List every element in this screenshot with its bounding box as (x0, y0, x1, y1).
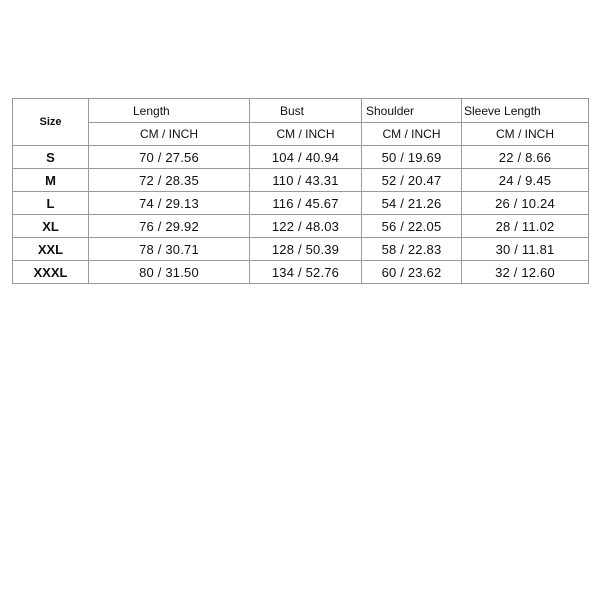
length-cell: 70 / 27.56 (89, 146, 250, 169)
size-cell: XL (13, 215, 89, 238)
sleeve-length-cell: 28 / 11.02 (462, 215, 589, 238)
unit-header-row (13, 123, 589, 146)
length-unit-label: CM / INCH (89, 123, 250, 146)
length-cell: 74 / 29.13 (89, 192, 250, 215)
size-cell: XXL (13, 238, 89, 261)
table-row (13, 146, 589, 169)
table-row (13, 261, 589, 284)
bust-cell: 128 / 50.39 (250, 238, 362, 261)
shoulder-cell: 58 / 22.83 (362, 238, 462, 261)
length-cell: 72 / 28.35 (89, 169, 250, 192)
shoulder-cell: 60 / 23.62 (362, 261, 462, 284)
sleeve-length-cell: 22 / 8.66 (462, 146, 589, 169)
length-cell: 80 / 31.50 (89, 261, 250, 284)
length-cell: 76 / 29.92 (89, 215, 250, 238)
sleeve-length-cell: 32 / 12.60 (462, 261, 589, 284)
size-column-header: Size (13, 99, 89, 146)
bust-unit-label: CM / INCH (250, 123, 362, 146)
bust-cell: 104 / 40.94 (250, 146, 362, 169)
sleeve-length-cell: 30 / 11.81 (462, 238, 589, 261)
bust-cell: 134 / 52.76 (250, 261, 362, 284)
table-row (13, 215, 589, 238)
table-row (13, 169, 589, 192)
sleeve-length-cell: 26 / 10.24 (462, 192, 589, 215)
bust-column-header: Bust (250, 99, 362, 123)
shoulder-column-header: Shoulder (362, 99, 462, 123)
column-header-row (13, 99, 589, 123)
length-cell: 78 / 30.71 (89, 238, 250, 261)
sleeve-length-column-header: Sleeve Length (462, 99, 589, 123)
size-chart-table (12, 98, 589, 284)
shoulder-unit-label: CM / INCH (362, 123, 462, 146)
size-cell: XXXL (13, 261, 89, 284)
size-cell: L (13, 192, 89, 215)
bust-cell: 110 / 43.31 (250, 169, 362, 192)
sleeve-length-unit-label: CM / INCH (462, 123, 589, 146)
bust-cell: 122 / 48.03 (250, 215, 362, 238)
shoulder-cell: 52 / 20.47 (362, 169, 462, 192)
bust-cell: 116 / 45.67 (250, 192, 362, 215)
length-column-header: Length (89, 99, 250, 123)
size-cell: M (13, 169, 89, 192)
shoulder-cell: 50 / 19.69 (362, 146, 462, 169)
shoulder-cell: 54 / 21.26 (362, 192, 462, 215)
sleeve-length-cell: 24 / 9.45 (462, 169, 589, 192)
shoulder-cell: 56 / 22.05 (362, 215, 462, 238)
table-row (13, 238, 589, 261)
size-cell: S (13, 146, 89, 169)
table-row (13, 192, 589, 215)
